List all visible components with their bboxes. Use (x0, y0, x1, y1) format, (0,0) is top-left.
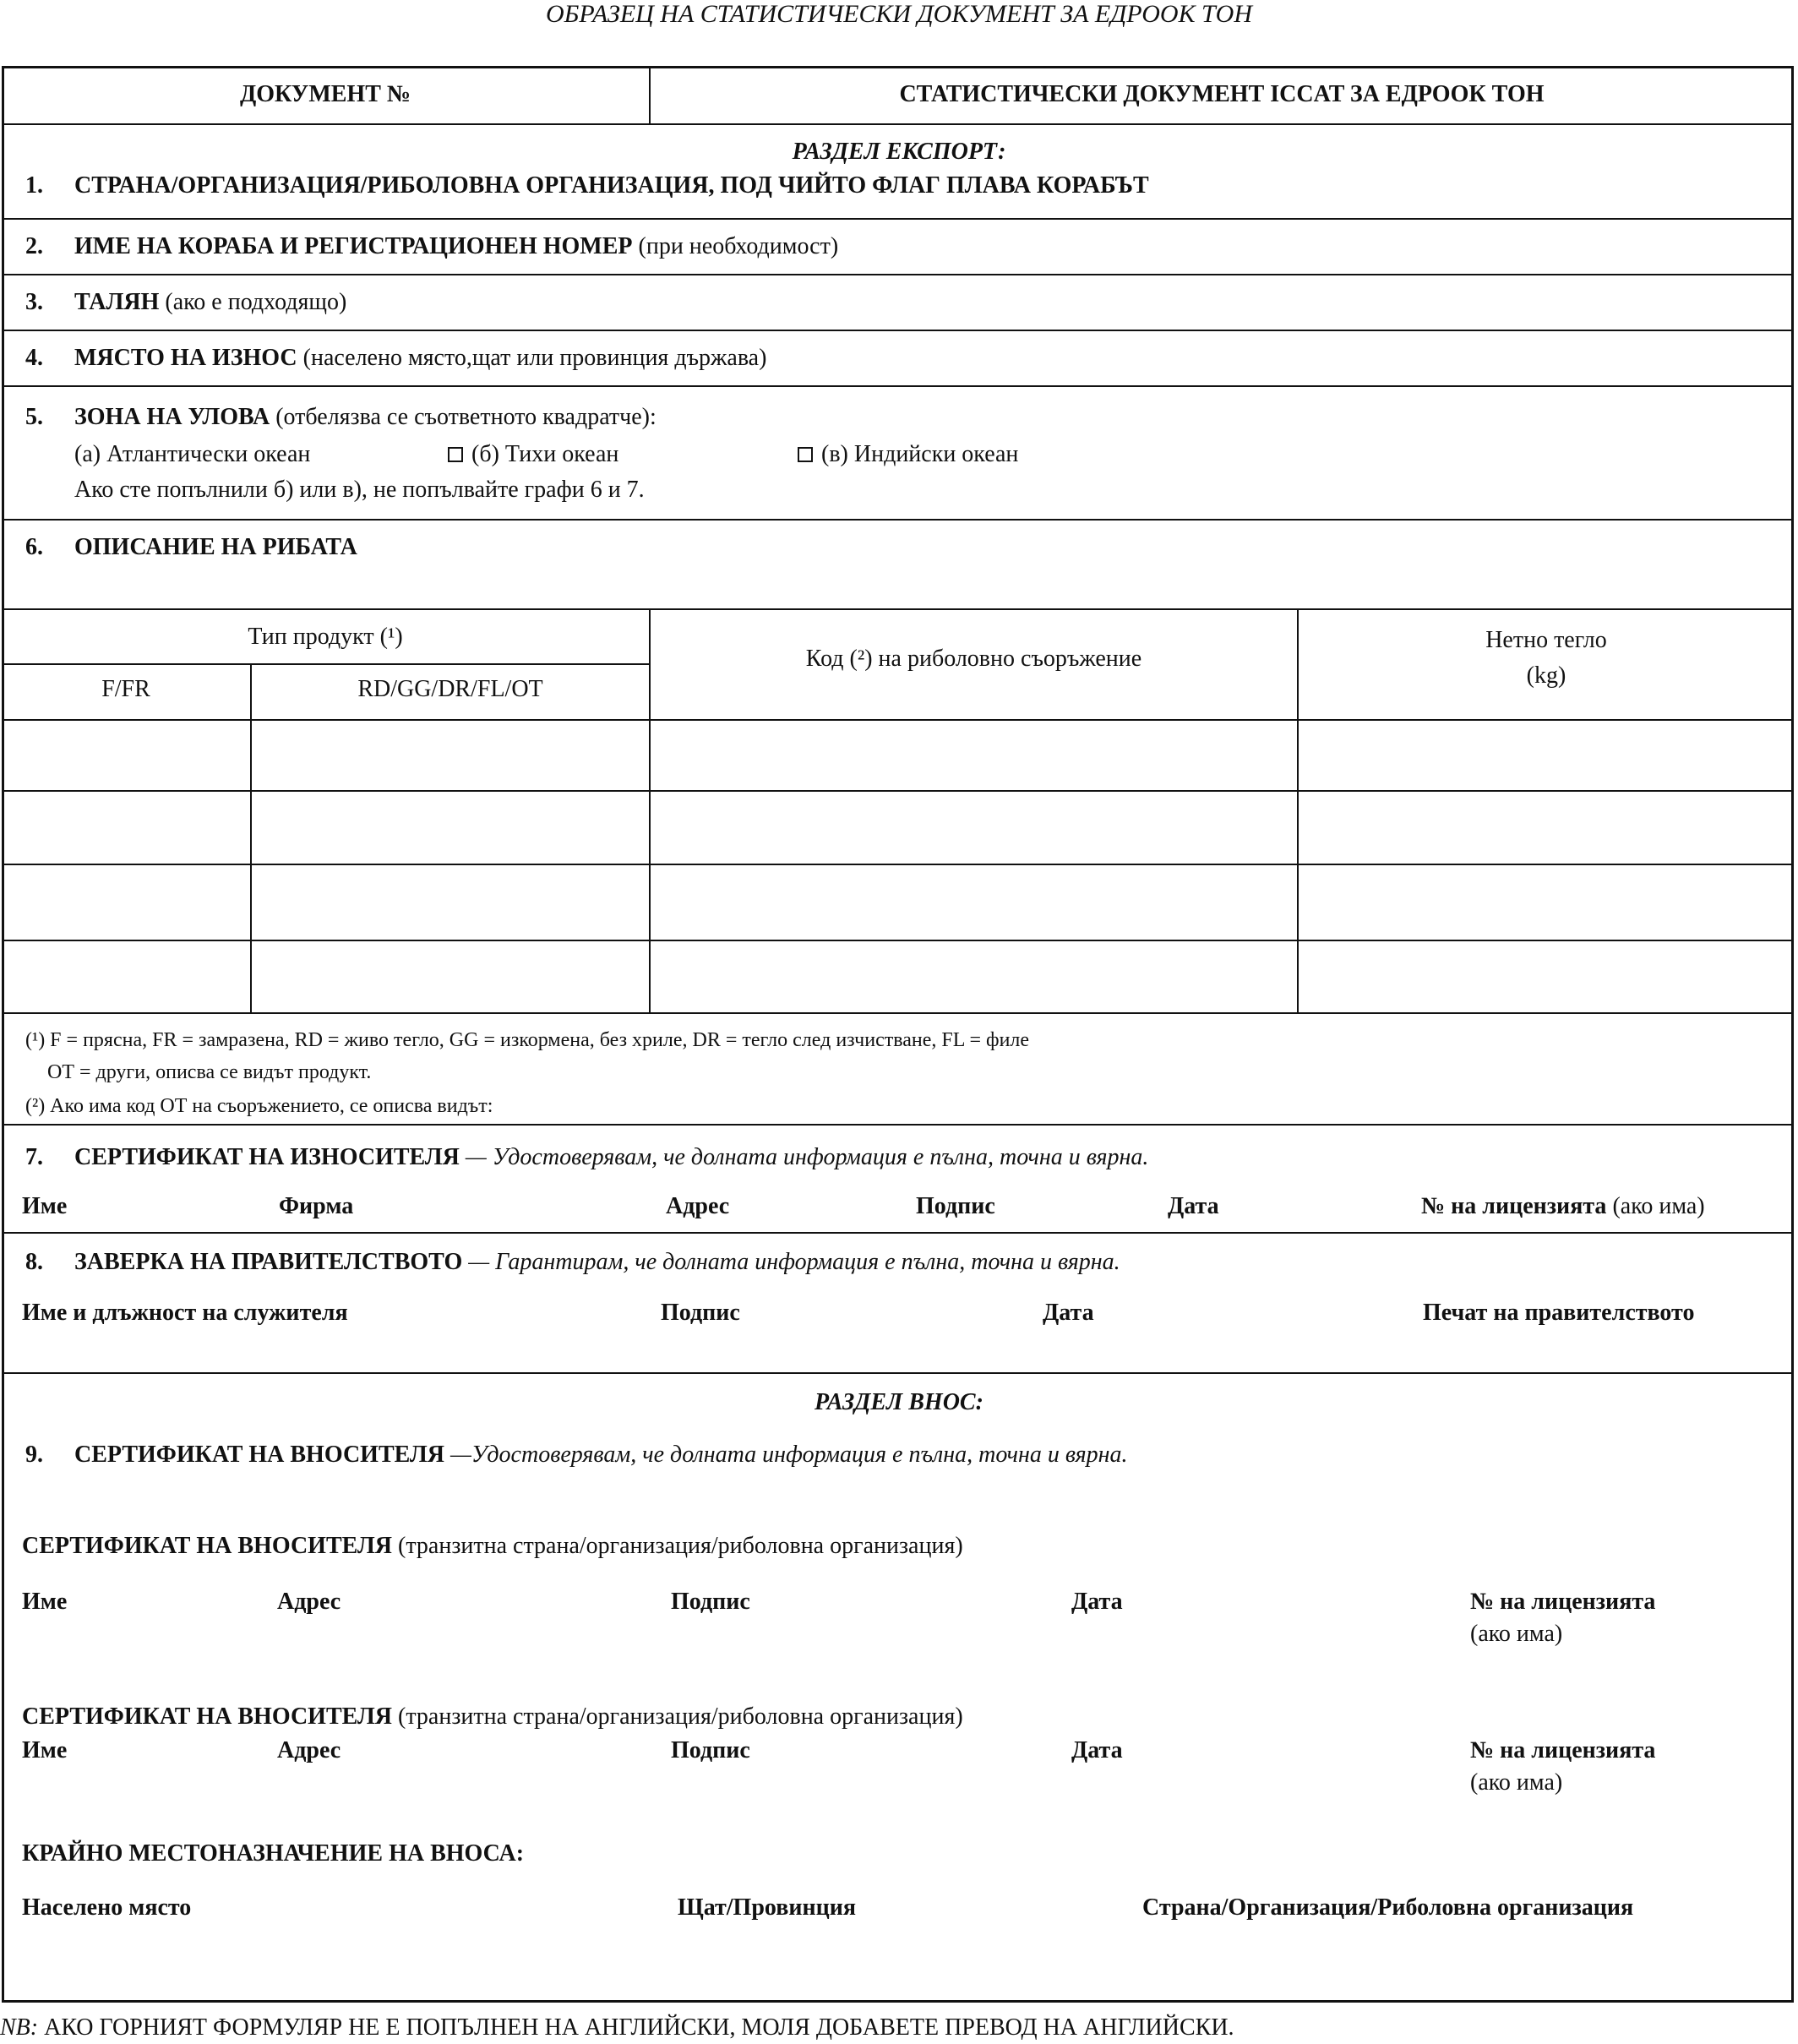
importer-address-label: Адрес (277, 1589, 341, 1615)
page-title: ОБРАЗЕЦ НА СТАТИСТИЧЕСКИ ДОКУМЕНТ ЗА ЕДРООК ТОН (545, 0, 1252, 28)
nb-note: NB: АКО ГОРНИЯТ ФОРМУЛЯР НЕ Е ПОПЪЛНЕН НА АНГЛИЙСКИ, МОЛЯ ДОБАВЕТЕ ПРЕВОД НА АНГЛИЙСКИ. (0, 2014, 1234, 2041)
exporter-address-label: Адрес (666, 1193, 730, 1219)
importer-transit-cert-2: СЕРТИФИКАТ НА ВНОСИТЕЛЯ (транзитна страна/организация/риболовна организация) (22, 1703, 963, 1730)
exporter-name-label: Име (22, 1193, 68, 1219)
exporter-company-label: Фирма (279, 1193, 354, 1219)
rule (2, 1012, 1794, 1014)
export-section-title: РАЗДЕЛ ЕКСПОРТ: (792, 139, 1006, 165)
rule (2, 1124, 1794, 1126)
importer-name-label: Име (22, 1589, 68, 1615)
footnote-1: (¹) F = прясна, FR = замразена, RD = живо тегло, GG = изкормена, без хриле, DR = тегло след изчистване, FL = филе (25, 1029, 1030, 1051)
table-row[interactable] (2, 721, 1794, 790)
rule (2, 519, 1794, 521)
table-row[interactable] (2, 792, 1794, 864)
col-gear-code: Код (²) на риболовно съоръжение (805, 646, 1142, 672)
section-3: 3. ТАЛЯН (ако е подходящо) (25, 289, 347, 315)
section-6: 6. ОПИСАНИЕ НА РИБАТА (25, 534, 357, 560)
zone-hint: Ако сте попълнили б) или в), не попълвайте графи 6 и 7. (74, 477, 645, 503)
col-net-weight: Нетно тегло (1485, 627, 1607, 653)
col-net-weight-unit: (kg) (1526, 662, 1566, 689)
col-f-fr: F/FR (101, 676, 150, 702)
section-4: 4. МЯСТО НА ИЗНОС (населено място,щат или провинция държава) (25, 345, 767, 371)
rule (2, 608, 1794, 610)
ocean-option-indian[interactable]: (в) Индийски океан (798, 441, 1018, 468)
importer-signature-label: Подпис (671, 1589, 750, 1615)
rule (2, 123, 1794, 125)
section-9: 9. СЕРТИФИКАТ НА ВНОСИТЕЛЯ —Удостоверявам, че долната информация е пълна, точна и вярна. (25, 1442, 1128, 1468)
importer-license-label: № на лицензията (1470, 1737, 1656, 1763)
government-seal-label: Печат на правителството (1423, 1300, 1695, 1326)
importer-signature-label: Подпис (671, 1737, 750, 1763)
rule (2, 274, 1794, 275)
destination-state-label: Щат/Провинция (678, 1894, 857, 1921)
importer-name-label: Име (22, 1737, 68, 1763)
section-2: 2. ИМЕ НА КОРАБА И РЕГИСТРАЦИОНЕН НОМЕР (при необходимост) (25, 233, 839, 259)
rule (2, 330, 1794, 331)
destination-city-label: Населено място (22, 1894, 192, 1921)
rule (2, 1232, 1794, 1234)
ocean-option-atlantic[interactable]: (а) Атлантически океан (74, 441, 311, 467)
importer-date-label: Дата (1071, 1589, 1123, 1615)
rule (2, 385, 1794, 387)
section-8: 8. ЗАВЕРКА НА ПРАВИТЕЛСТВОТО — Гарантирам, че долната информация е пълна, точна и вярна. (25, 1249, 1120, 1275)
rule (2, 1372, 1794, 1374)
importer-address-label: Адрес (277, 1737, 341, 1763)
official-signature-label: Подпис (661, 1300, 740, 1326)
checkbox-icon[interactable] (798, 447, 813, 462)
document-title: СТАТИСТИЧЕСКИ ДОКУМЕНТ ICCAT ЗА ЕДРООК ТОН (899, 81, 1545, 107)
import-section-title: РАЗДЕЛ ВНОС: (815, 1389, 983, 1415)
rule (2, 663, 649, 665)
checkbox-icon[interactable] (448, 447, 463, 462)
table-row[interactable] (2, 865, 1794, 940)
final-destination-label: КРАЙНО МЕСТОНАЗНАЧЕНИЕ НА ВНОСА: (22, 1840, 525, 1867)
exporter-signature-label: Подпис (916, 1193, 995, 1219)
ocean-option-pacific[interactable]: (б) Тихи океан (448, 441, 618, 468)
exporter-license-label: № на лицензията (ако има) (1421, 1193, 1705, 1219)
importer-license-note: (ако има) (1470, 1621, 1563, 1647)
col-rd: RD/GG/DR/FL/OT (357, 676, 543, 702)
document-number-label: ДОКУМЕНТ № (239, 81, 411, 107)
col-product-type: Тип продукт (¹) (248, 624, 403, 650)
rule (2, 218, 1794, 220)
exporter-date-label: Дата (1168, 1193, 1219, 1219)
footnote-1-cont: ОТ = други, описва се видът продукт. (47, 1061, 372, 1083)
importer-license-note: (ако има) (1470, 1769, 1563, 1796)
table-row[interactable] (2, 941, 1794, 1012)
section-1: 1. СТРАНА/ОРГАНИЗАЦИЯ/РИБОЛОВНА ОРГАНИЗАЦИЯ, ПОД ЧИЙТО ФЛАГ ПЛАВА КОРАБЪТ (25, 172, 1149, 199)
official-date-label: Дата (1043, 1300, 1094, 1326)
section-5: 5. ЗОНА НА УЛОВА (отбелязва се съответното квадратче): (25, 404, 657, 430)
importer-license-label: № на лицензията (1470, 1589, 1656, 1615)
destination-country-label: Страна/Организация/Риболовна организация (1142, 1894, 1634, 1921)
importer-date-label: Дата (1071, 1737, 1123, 1763)
footnote-2: (²) Ако има код ОТ на съоръжението, се описва видът: (25, 1095, 493, 1117)
importer-transit-cert-1: СЕРТИФИКАТ НА ВНОСИТЕЛЯ (транзитна страна/организация/риболовна организация) (22, 1533, 963, 1559)
section-7: 7. СЕРТИФИКАТ НА ИЗНОСИТЕЛЯ — Удостоверявам, че долната информация е пълна, точна и вярна. (25, 1144, 1149, 1170)
official-name-label: Име и длъжност на служителя (22, 1300, 348, 1326)
